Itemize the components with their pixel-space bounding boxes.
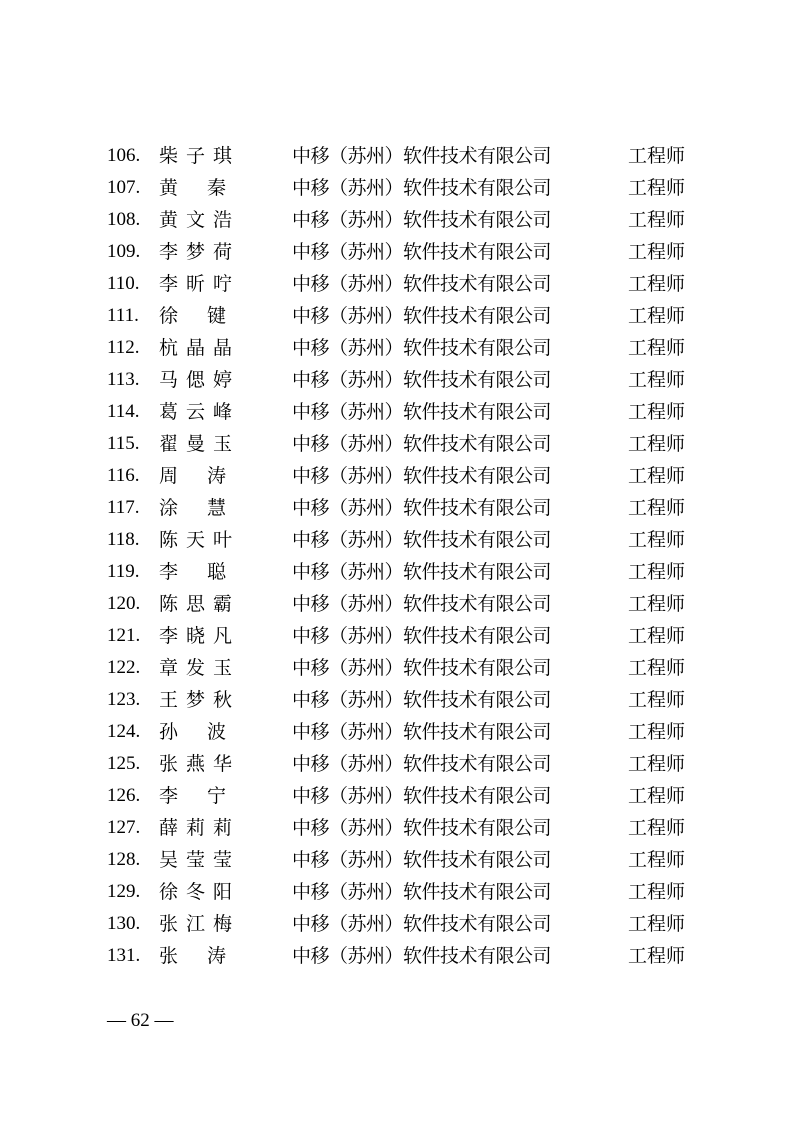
entry-name: 薛莉莉 bbox=[159, 817, 241, 839]
entry-title: 工程师 bbox=[628, 369, 686, 391]
list-item: 111. 徐 键 中移（苏州）软件技术有限公司 工程师 bbox=[0, 300, 793, 332]
entry-organization: 中移（苏州）软件技术有限公司 bbox=[292, 497, 552, 519]
entry-title: 工程师 bbox=[628, 305, 686, 327]
list-item bbox=[0, 396, 793, 428]
entry-organization: 中移（苏州）软件技术有限公司 bbox=[292, 913, 552, 935]
entry-number: 110. bbox=[107, 273, 140, 294]
entry-title: 工程师 bbox=[628, 497, 686, 519]
entry-organization: 中移（苏州）软件技术有限公司 bbox=[292, 689, 552, 711]
entry-name: 杭晶晶 bbox=[159, 337, 241, 359]
entry-number: 113. bbox=[107, 369, 140, 390]
entry-title: 工程师 bbox=[628, 657, 686, 679]
entry-organization: 中移（苏州）软件技术有限公司 bbox=[292, 561, 552, 583]
entry-name: 马偲婷 bbox=[159, 369, 241, 391]
entry-number: 129. bbox=[107, 881, 141, 902]
entry-number: 111. bbox=[107, 305, 139, 326]
entry-organization: 中移（苏州）软件技术有限公司 bbox=[292, 273, 552, 295]
entry-number: 122. bbox=[107, 657, 141, 678]
entry-title: 工程师 bbox=[628, 913, 686, 935]
entry-organization: 中移（苏州）软件技术有限公司 bbox=[292, 593, 552, 615]
entry-title: 工程师 bbox=[628, 273, 686, 295]
entry-organization: 中移（苏州）软件技术有限公司 bbox=[292, 625, 552, 647]
entry-organization: 中移（苏州）软件技术有限公司 bbox=[292, 241, 552, 263]
list-item bbox=[0, 524, 793, 556]
list-item bbox=[0, 748, 793, 780]
entry-organization: 中移（苏州）软件技术有限公司 bbox=[292, 433, 552, 455]
list-item bbox=[0, 204, 793, 236]
list-item: 117. 涂 慧 中移（苏州）软件技术有限公司 工程师 bbox=[0, 492, 793, 524]
entry-title: 工程师 bbox=[628, 849, 686, 871]
entry-title: 工程师 bbox=[628, 689, 686, 711]
entry-name: 徐冬阳 bbox=[159, 881, 241, 903]
entry-title: 工程师 bbox=[628, 625, 686, 647]
entry-name: 张江梅 bbox=[159, 913, 241, 935]
list-item bbox=[0, 876, 793, 908]
list-item bbox=[0, 140, 793, 172]
entry-name: 章发玉 bbox=[159, 657, 241, 679]
entry-name: 李昕咛 bbox=[159, 273, 241, 295]
personnel-list bbox=[0, 140, 793, 972]
entry-title: 工程师 bbox=[628, 209, 686, 231]
entry-title: 工程师 bbox=[628, 465, 686, 487]
entry-organization: 中移（苏州）软件技术有限公司 bbox=[292, 369, 552, 391]
entry-title: 工程师 bbox=[628, 593, 686, 615]
entry-title: 工程师 bbox=[628, 433, 686, 455]
entry-organization: 中移（苏州）软件技术有限公司 bbox=[292, 209, 552, 231]
entry-number: 118. bbox=[107, 529, 140, 550]
entry-number: 124. bbox=[107, 721, 141, 742]
list-item bbox=[0, 268, 793, 300]
entry-title: 工程师 bbox=[628, 817, 686, 839]
list-item bbox=[0, 236, 793, 268]
entry-title: 工程师 bbox=[628, 177, 686, 199]
entry-organization: 中移（苏州）软件技术有限公司 bbox=[292, 337, 552, 359]
entry-number: 112. bbox=[107, 337, 140, 358]
entry-number: 106. bbox=[107, 145, 141, 166]
entry-organization: 中移（苏州）软件技术有限公司 bbox=[292, 529, 552, 551]
entry-number: 117. bbox=[107, 497, 140, 518]
list-item bbox=[0, 684, 793, 716]
entry-title: 工程师 bbox=[628, 561, 686, 583]
entry-number: 121. bbox=[107, 625, 141, 646]
entry-organization: 中移（苏州）软件技术有限公司 bbox=[292, 465, 552, 487]
list-item: 107. 黄 秦 中移（苏州）软件技术有限公司 工程师 bbox=[0, 172, 793, 204]
entry-organization: 中移（苏州）软件技术有限公司 bbox=[292, 849, 552, 871]
entry-title: 工程师 bbox=[628, 241, 686, 263]
entry-number: 123. bbox=[107, 689, 141, 710]
entry-name: 张燕华 bbox=[159, 753, 241, 775]
entry-organization: 中移（苏州）软件技术有限公司 bbox=[292, 657, 552, 679]
entry-organization: 中移（苏州）软件技术有限公司 bbox=[292, 817, 552, 839]
entry-name: 王梦秋 bbox=[159, 689, 241, 711]
entry-number: 120. bbox=[107, 593, 141, 614]
list-item bbox=[0, 364, 793, 396]
list-item bbox=[0, 908, 793, 940]
entry-organization: 中移（苏州）软件技术有限公司 bbox=[292, 945, 552, 967]
entry-title: 工程师 bbox=[628, 881, 686, 903]
entry-name: 葛云峰 bbox=[159, 401, 241, 423]
entry-number: 126. bbox=[107, 785, 141, 806]
entry-organization: 中移（苏州）软件技术有限公司 bbox=[292, 721, 552, 743]
entry-number: 131. bbox=[107, 945, 141, 966]
entry-title: 工程师 bbox=[628, 721, 686, 743]
page-number: — 62 — bbox=[107, 1010, 174, 1031]
entry-name: 黄文浩 bbox=[159, 209, 241, 231]
entry-title: 工程师 bbox=[628, 753, 686, 775]
list-item: 126. 李 宁 中移（苏州）软件技术有限公司 工程师 bbox=[0, 780, 793, 812]
entry-title: 工程师 bbox=[628, 337, 686, 359]
list-item bbox=[0, 844, 793, 876]
entry-title: 工程师 bbox=[628, 529, 686, 551]
list-item bbox=[0, 652, 793, 684]
entry-organization: 中移（苏州）软件技术有限公司 bbox=[292, 785, 552, 807]
list-item: 116. 周 涛 中移（苏州）软件技术有限公司 工程师 bbox=[0, 460, 793, 492]
entry-number: 114. bbox=[107, 401, 140, 422]
entry-number: 125. bbox=[107, 753, 141, 774]
entry-number: 128. bbox=[107, 849, 141, 870]
entry-organization: 中移（苏州）软件技术有限公司 bbox=[292, 145, 552, 167]
list-item bbox=[0, 332, 793, 364]
list-item bbox=[0, 812, 793, 844]
list-item: 124. 孙 波 中移（苏州）软件技术有限公司 工程师 bbox=[0, 716, 793, 748]
entry-organization: 中移（苏州）软件技术有限公司 bbox=[292, 753, 552, 775]
entry-organization: 中移（苏州）软件技术有限公司 bbox=[292, 881, 552, 903]
entry-number: 115. bbox=[107, 433, 140, 454]
entry-name: 翟曼玉 bbox=[159, 433, 241, 455]
entry-title: 工程师 bbox=[628, 145, 686, 167]
list-item bbox=[0, 588, 793, 620]
entry-number: 116. bbox=[107, 465, 140, 486]
entry-name: 陈思霸 bbox=[159, 593, 241, 615]
list-item: 119. 李 聪 中移（苏州）软件技术有限公司 工程师 bbox=[0, 556, 793, 588]
entry-name: 李梦荷 bbox=[159, 241, 241, 263]
entry-number: 119. bbox=[107, 561, 140, 582]
entry-name: 李晓凡 bbox=[159, 625, 241, 647]
list-item bbox=[0, 620, 793, 652]
entry-title: 工程师 bbox=[628, 401, 686, 423]
entry-name: 陈天叶 bbox=[159, 529, 241, 551]
list-item bbox=[0, 428, 793, 460]
entry-name: 柴子琪 bbox=[159, 145, 241, 167]
entry-number: 107. bbox=[107, 177, 141, 198]
entry-title: 工程师 bbox=[628, 785, 686, 807]
entry-organization: 中移（苏州）软件技术有限公司 bbox=[292, 177, 552, 199]
entry-number: 130. bbox=[107, 913, 141, 934]
entry-number: 109. bbox=[107, 241, 141, 262]
entry-organization: 中移（苏州）软件技术有限公司 bbox=[292, 305, 552, 327]
entry-organization: 中移（苏州）软件技术有限公司 bbox=[292, 401, 552, 423]
list-item: 131. 张 涛 中移（苏州）软件技术有限公司 工程师 bbox=[0, 940, 793, 972]
entry-number: 127. bbox=[107, 817, 141, 838]
entry-title: 工程师 bbox=[628, 945, 686, 967]
entry-number: 108. bbox=[107, 209, 141, 230]
entry-name: 吴莹莹 bbox=[159, 849, 241, 871]
